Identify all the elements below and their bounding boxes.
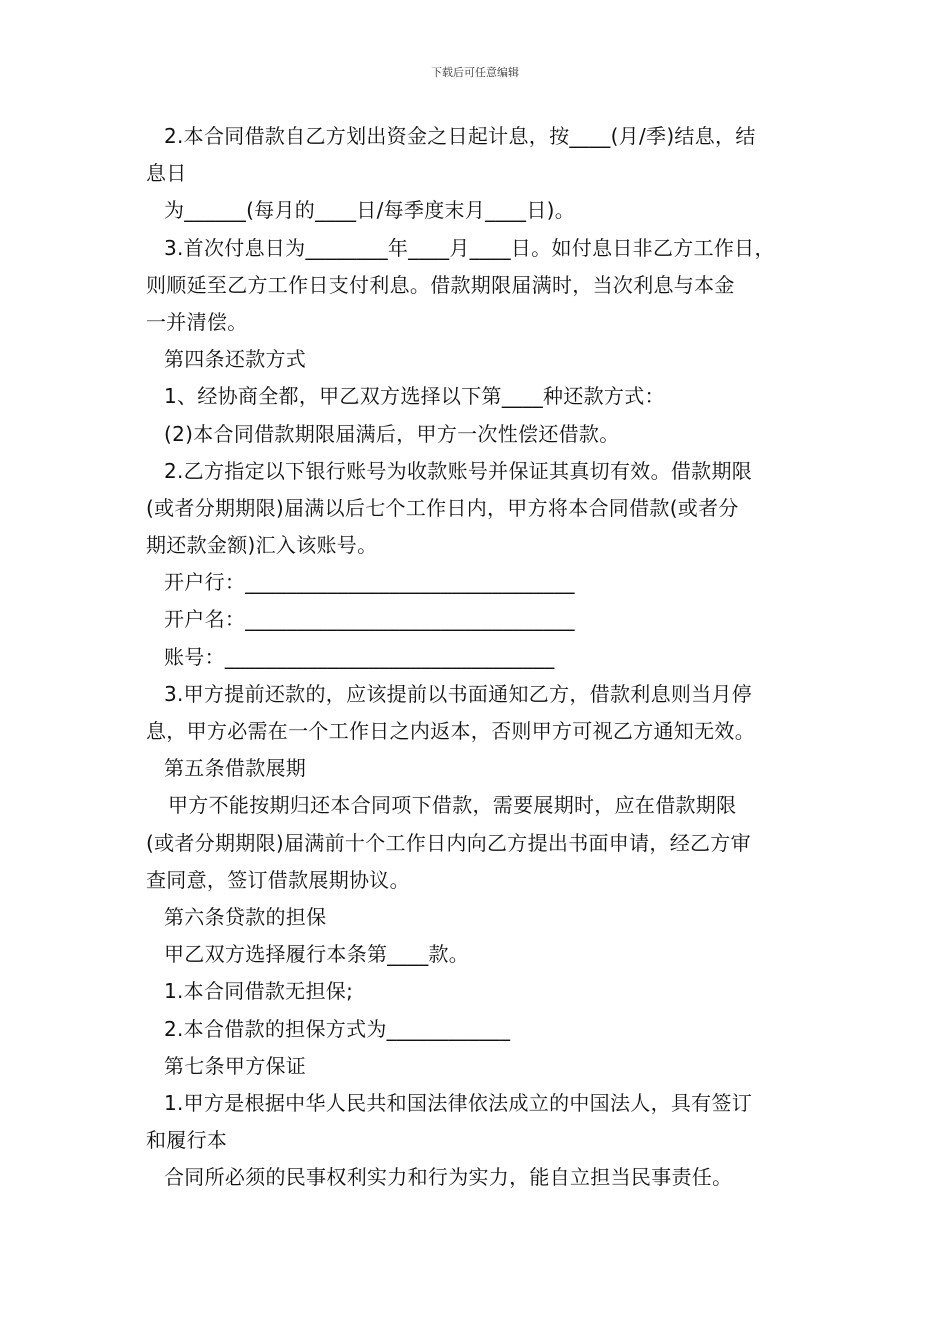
text-line: 甲方不能按期归还本合同项下借款，需要展期时，应在借款期限 bbox=[168, 793, 737, 818]
text-line: 查同意，签订借款展期协议。 bbox=[146, 867, 410, 892]
text-line: 开户名：________________________________ bbox=[164, 607, 575, 632]
text-line: 1、经协商全都，甲乙双方选择以下第____种还款方式： bbox=[164, 384, 665, 409]
text-line: 第五条借款展期 bbox=[164, 756, 307, 781]
text-line: (或者分期期限)届满以后七个工作日内，甲方将本合同借款(或者分 bbox=[146, 495, 739, 520]
text-line: 开户行：________________________________ bbox=[164, 570, 575, 595]
text-line: 期还款金额)汇入该账号。 bbox=[146, 533, 378, 558]
text-line: 甲乙双方选择履行本条第____款。 bbox=[164, 942, 470, 967]
page-header-note: 下载后可任意编辑 bbox=[431, 66, 519, 79]
text-line: 1.本合同借款无担保; bbox=[164, 979, 354, 1004]
text-line: 3.甲方提前还款的，应该提前以书面通知乙方，借款利息则当月停 bbox=[164, 681, 753, 706]
text-line: 第四条还款方式 bbox=[164, 347, 307, 372]
text-line: (或者分期期限)届满前十个工作日内向乙方提出书面申请，经乙方审 bbox=[146, 830, 751, 855]
text-line: 第七条甲方保证 bbox=[164, 1053, 307, 1078]
text-line: 3.首次付息日为________年____月____日。如付息日非乙方工作日， bbox=[164, 235, 775, 260]
text-line: 2.乙方指定以下银行账号为收款账号并保证其真切有效。借款期限 bbox=[164, 458, 753, 483]
text-line: 2.本合同借款自乙方划出资金之日起计息，按____(月/季)结息，结 bbox=[164, 124, 756, 148]
text-line: 息日 bbox=[146, 161, 187, 186]
text-line: 第六条贷款的担保 bbox=[164, 904, 327, 929]
text-line: 合同所必须的民事权利实力和行为实力，能自立担当民事责任。 bbox=[164, 1165, 733, 1190]
text-line: 1.甲方是根据中华人民共和国法律依法成立的中国法人，具有签订 bbox=[164, 1090, 753, 1115]
text-line: (2)本合同借款期限届满后，甲方一次性偿还借款。 bbox=[164, 421, 620, 446]
text-line: 为______(每月的____日/每季度末月____日)。 bbox=[164, 198, 576, 223]
text-line: 账号：________________________________ bbox=[164, 644, 555, 669]
text-line: 息，甲方必需在一个工作日之内返本，否则甲方可视乙方通知无效。 bbox=[146, 719, 755, 743]
text-line: 和履行本 bbox=[146, 1128, 228, 1153]
text-line: 则顺延至乙方工作日支付利息。借款期限届满时，当次利息与本金 bbox=[146, 272, 735, 297]
text-line: 2.本合借款的担保方式为____________ bbox=[164, 1016, 511, 1041]
document-body bbox=[146, 118, 816, 1196]
text-line: 一并清偿。 bbox=[146, 309, 248, 334]
